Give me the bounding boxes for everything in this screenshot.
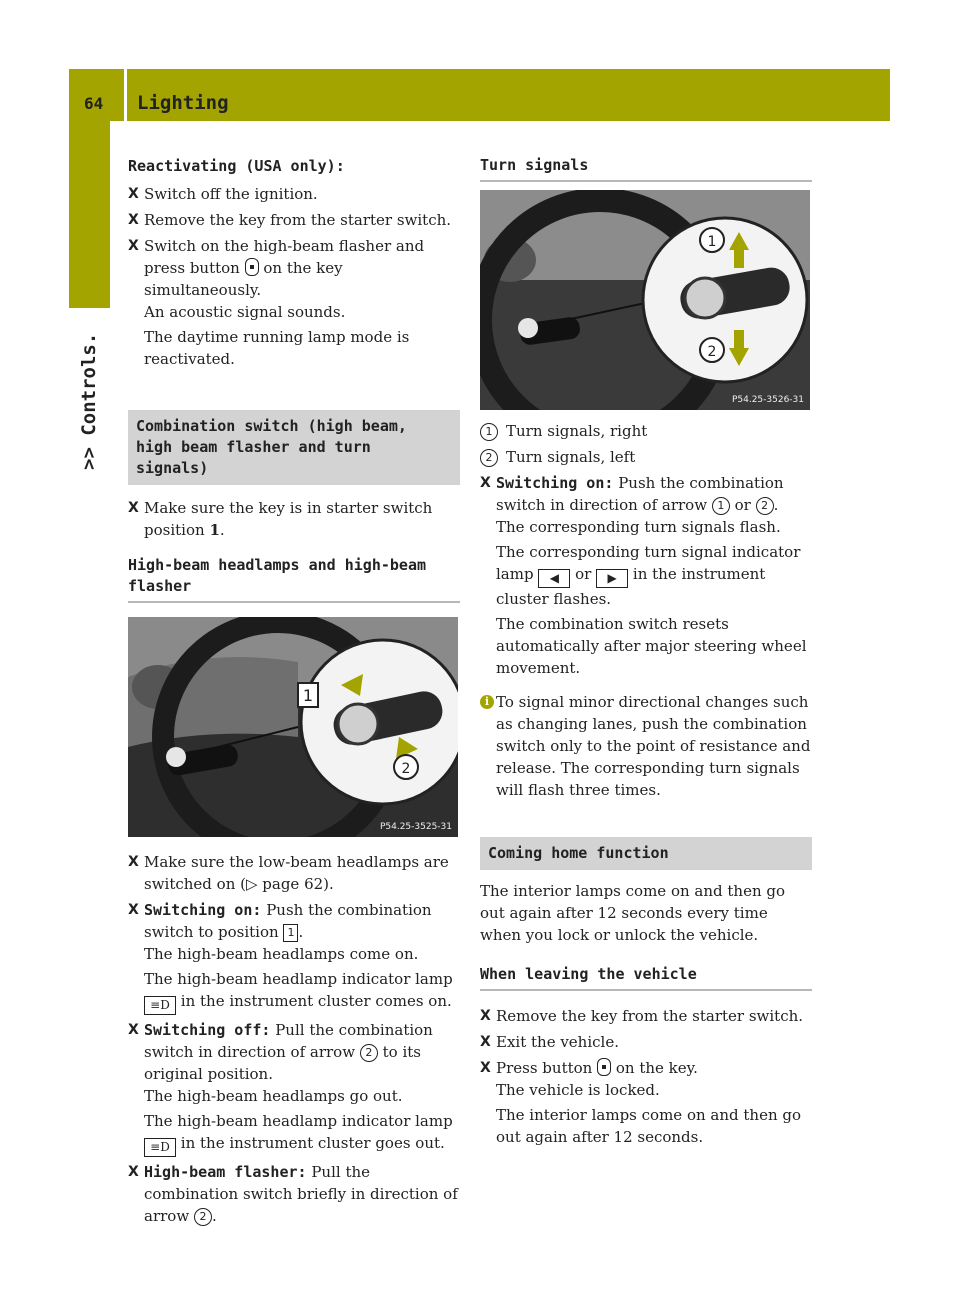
step-text: Pull the combination switch briefly in direction of arrow: [144, 1163, 458, 1225]
step-text: to its original position.: [144, 1043, 421, 1083]
legend-item: [480, 446, 812, 468]
step-arrow-icon: X: [128, 1164, 139, 1180]
high-beam-indicator-icon: ≡D: [144, 996, 176, 1015]
step-note: [480, 541, 812, 610]
step-note: The high-beam headlamps come on.: [144, 945, 419, 963]
step: [480, 1057, 812, 1079]
step: X Switching on: Push the combination switch in direction of arrow 1 or 2 .: [480, 474, 784, 514]
step-note: The high-beam headlamps go out.: [144, 1087, 403, 1105]
step-text: Push the combination switch in direction of arrow: [496, 474, 784, 514]
page-number: 64: [84, 94, 104, 113]
photo-label-2: 2: [401, 761, 411, 777]
step-note: An acoustic signal sounds.: [144, 303, 346, 321]
step-note: The corresponding turn signals flash.: [496, 518, 781, 536]
step-arrow-icon: X: [480, 1008, 491, 1024]
step-arrow-icon: X: [128, 854, 139, 870]
arrow-number: 1: [712, 497, 730, 515]
step-label: Switching on:: [144, 901, 262, 919]
step: [128, 209, 460, 231]
photo-code: P54.25-3526-31: [731, 395, 804, 405]
turn-left-indicator-icon: ◀: [538, 569, 570, 588]
step: [128, 183, 460, 205]
step-text: Switch off the ignition.: [144, 185, 318, 203]
step-text: in the instrument cluster flashes.: [496, 565, 766, 608]
position-box: 1: [283, 924, 298, 942]
photo-high-beam-switch: [128, 617, 458, 837]
step-text: Pull the combination switch in direction of arrow: [144, 1021, 433, 1061]
info-icon: i: [480, 695, 494, 709]
steering-wheel-illustration: [128, 617, 458, 837]
step: X High-beam flasher: Pull the combination switch briefly in direction of arrow 2 .: [128, 1163, 458, 1225]
step-arrow-icon: X: [128, 238, 139, 254]
reactivating-title: Reactivating (USA only):: [128, 157, 345, 175]
step-text: Make sure the key is in starter switch position: [144, 499, 433, 539]
step-text: in the instrument cluster goes out.: [180, 1134, 445, 1152]
photo-code: P54.25-3525-31: [379, 822, 452, 832]
step-text: Remove the key from the starter switch.: [496, 1007, 804, 1025]
step-text: Press button: [496, 1059, 593, 1077]
arrow-number: 2: [756, 497, 774, 515]
step-text: Make sure the low-beam headlamps are switched on (▷ page 62).: [144, 853, 449, 893]
legend-text: Turn signals, left: [506, 448, 636, 466]
section-title-coming-home: Coming home function: [480, 837, 812, 870]
step-note: The vehicle is locked.: [496, 1081, 660, 1099]
legend-item: [480, 420, 812, 442]
step-text: Switch on the high-beam flasher and press button: [144, 237, 425, 277]
step-text: on the key.: [615, 1059, 698, 1077]
step: X Make sure the key is in starter switch position 1.: [128, 499, 433, 539]
left-column: [128, 155, 460, 1231]
side-label: >> Controls.: [78, 332, 100, 470]
photo-label-1: 1: [302, 686, 314, 705]
side-tab: [69, 121, 110, 308]
step-label: Switching off:: [144, 1021, 271, 1039]
step: [128, 1019, 460, 1085]
step-text: or: [575, 565, 592, 583]
header-divider: [124, 69, 127, 121]
step-text: in the instrument cluster comes on.: [180, 992, 452, 1010]
step-arrow-icon: X: [128, 1022, 139, 1038]
turn-signals-heading: Turn signals: [480, 155, 812, 182]
high-beam-heading: High-beam headlamps and high-beam flasher: [128, 555, 460, 603]
step: [128, 235, 460, 301]
section-title-combination-switch: Combination switch (high beam, high beam flasher and turn signals): [128, 410, 460, 485]
arrow-number: 2: [194, 1208, 212, 1226]
turn-right-indicator-icon: ▶: [596, 569, 628, 588]
step-arrow-icon: X: [480, 1034, 491, 1050]
leaving-vehicle-heading: When leaving the vehicle: [480, 964, 812, 991]
step-text: The high-beam headlamp indicator lamp: [144, 970, 453, 988]
photo-turn-signals: [480, 190, 810, 410]
legend-text: Turn signals, right: [506, 422, 648, 440]
arrow-number: 2: [360, 1044, 378, 1062]
step-text: Remove the key from the starter switch.: [144, 211, 452, 229]
right-column: [480, 155, 812, 1151]
step: [128, 851, 460, 895]
info-note: [480, 691, 812, 801]
step-text: Exit the vehicle.: [496, 1033, 619, 1051]
photo-label-1: 1: [707, 234, 717, 250]
step-arrow-icon: X: [128, 500, 139, 516]
step-note: [128, 1110, 460, 1157]
step: [480, 1031, 812, 1053]
steering-wheel-illustration: [480, 190, 810, 410]
step-text: or: [734, 496, 751, 514]
step-arrow-icon: X: [128, 186, 139, 202]
legend-number: 2: [480, 449, 498, 467]
step-arrow-icon: X: [128, 212, 139, 228]
step: X Switching on: Push the combination switch to position 1 .: [128, 901, 432, 941]
position-number: 1: [209, 521, 220, 539]
page-title: Lighting: [137, 92, 229, 114]
high-beam-indicator-icon: ≡D: [144, 1138, 176, 1157]
step-label: Switching on:: [496, 474, 614, 492]
step-text: on the key simultaneously.: [144, 259, 343, 299]
step-note: The combination switch resets automatically after major steering wheel movement.: [496, 615, 807, 677]
key-lock-icon: [597, 1058, 611, 1076]
step-arrow-icon: X: [128, 902, 139, 918]
step-arrow-icon: X: [480, 475, 491, 491]
legend-number: 1: [480, 423, 498, 441]
key-lock-icon: [245, 258, 259, 276]
step-label: High-beam flasher:: [144, 1163, 307, 1181]
info-text: To signal minor directional changes such as changing lanes, push the combination switch only to the point of resistance and release. The corresponding turn signals will flash three times.: [496, 693, 811, 799]
step: [480, 1005, 812, 1027]
step-text: The corresponding turn signal indicator lamp: [496, 543, 801, 583]
step-note: The daytime running lamp mode is reactivated.: [144, 328, 410, 368]
step-text: The high-beam headlamp indicator lamp: [144, 1112, 453, 1130]
photo-label-2: 2: [707, 344, 717, 360]
step-text: Push the combination switch to position: [144, 901, 432, 941]
step-arrow-icon: X: [480, 1060, 491, 1076]
step-note: The interior lamps come on and then go out again after 12 seconds.: [496, 1106, 802, 1146]
step-note: [128, 968, 460, 1015]
coming-home-text: The interior lamps come on and then go out again after 12 seconds every time when you lock or unlock the vehicle.: [480, 882, 786, 944]
